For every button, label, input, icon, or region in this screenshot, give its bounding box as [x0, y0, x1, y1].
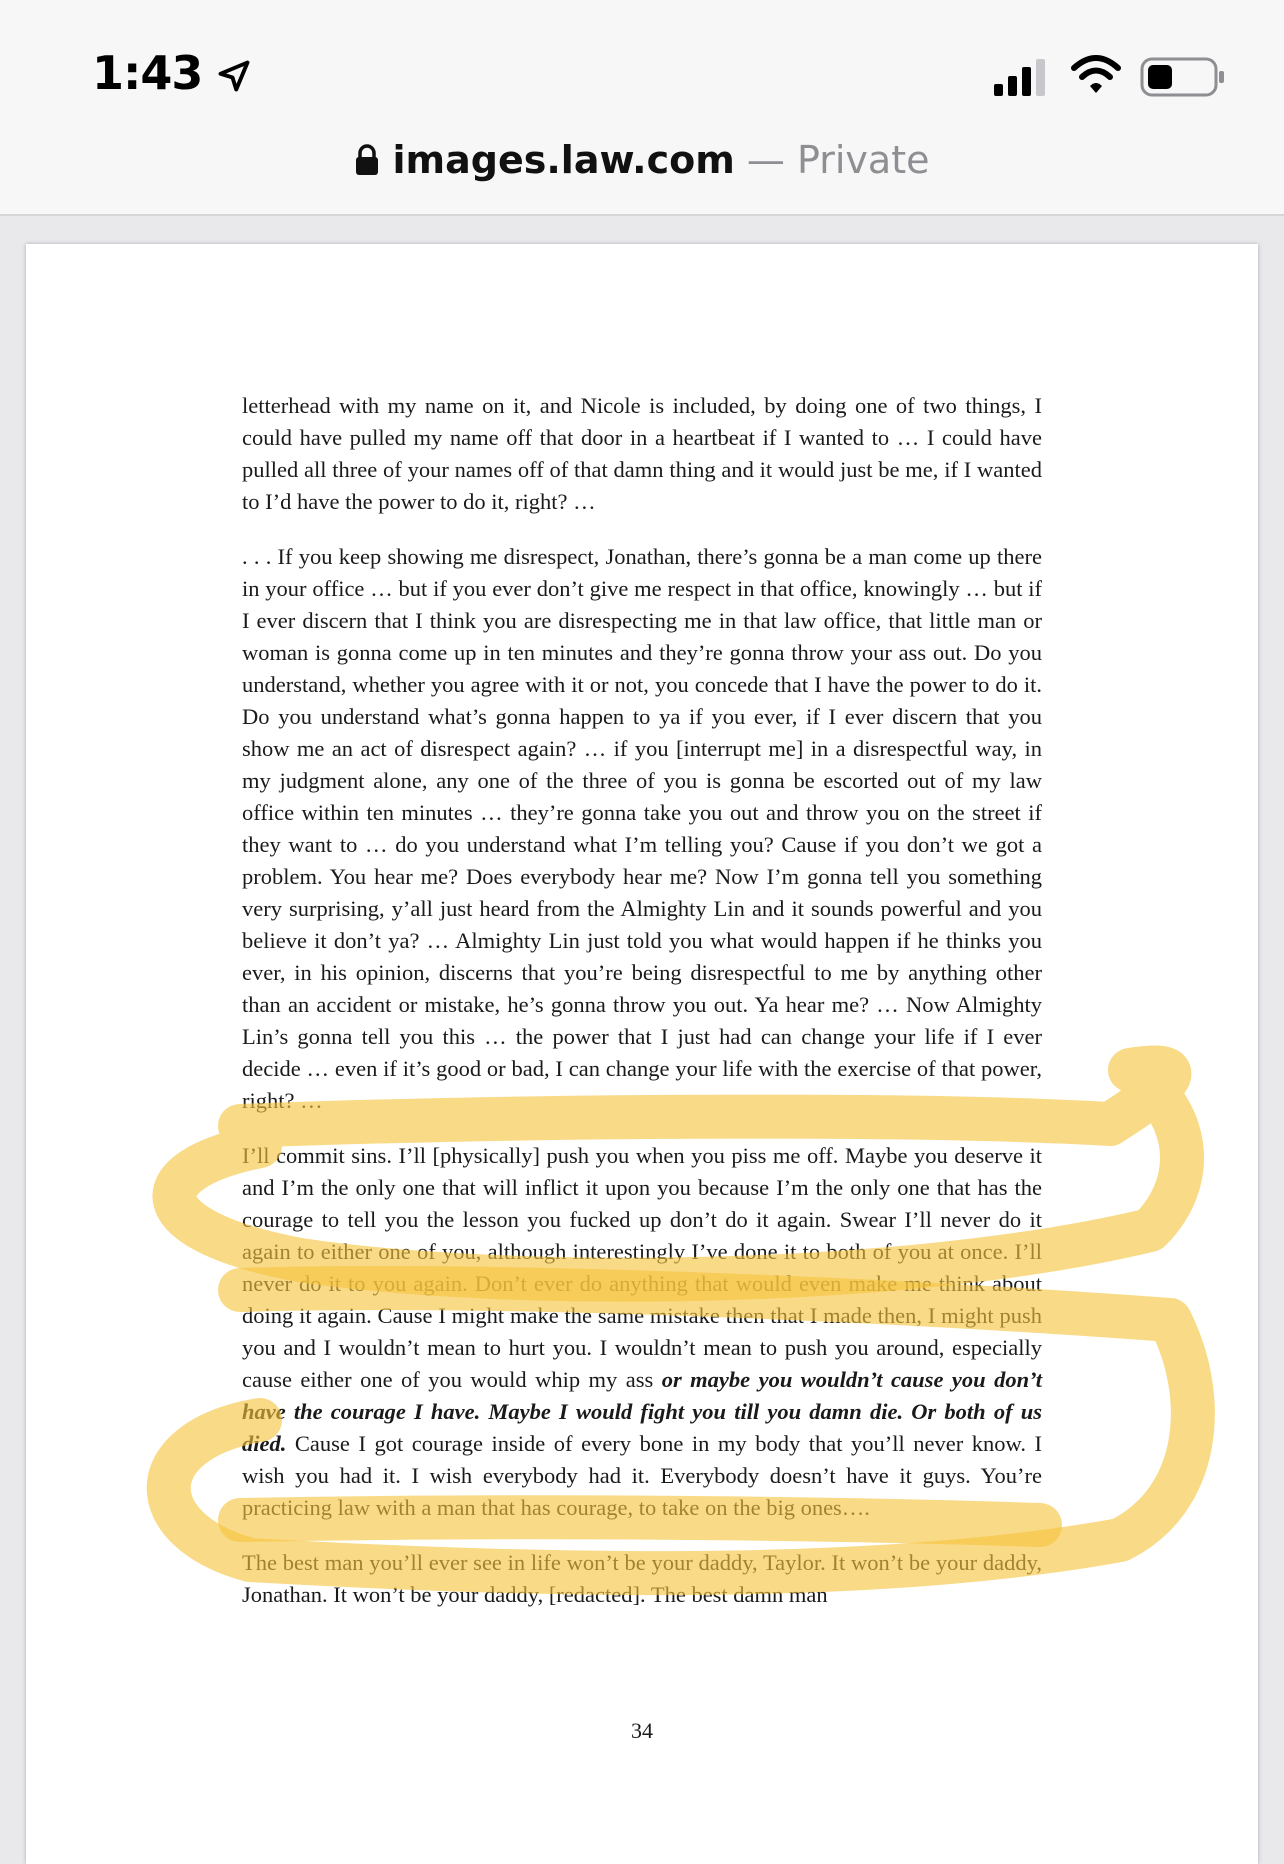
status-bar — [0, 0, 1284, 130]
url-separator: — — [746, 138, 785, 182]
document-page — [26, 244, 1258, 1864]
paragraph-1: letterhead with my name on it, and Nicole is included, by doing one of two things, I could have pulled my name off that door in a heartbeat if I wanted to … I could have pulled all three of your names off of that damn thing and it would just be me, if I wanted to I’d have the power to do it, right? … — [242, 393, 1042, 514]
page-number: 34 — [631, 1718, 653, 1743]
paragraph-3-text: I’ll commit sins. I’ll [physically] push you when you piss me off. Maybe you deserve it and I’m the only one that will inflict it upon you because I’m the only one that has the courage to tell you the lesson you fucked up don’t do it again. Swear I’ll never do it again to either one of you, although interestingly I’ve done it to both of you at once. I’ll never do it to you again. Don’t ever do anything that would even make me think about doing it again. Cause I might make the same mistake then that I made then, I might push you and I wouldn’t mean to hurt you. I wouldn’t mean to push you around, especially cause either one of you would whip my ass — [242, 1143, 1042, 1392]
paragraph-3 — [242, 1140, 1042, 1524]
status-time: 1:43 — [92, 46, 203, 100]
paragraph-3-tail: Cause I got courage inside of every bone in my body that you’ll never know. I wish you had it. I wish everybody had it. Everybody doesn’t have it guys. You’re practicing law with a man that has courage, to take on the big ones…. — [242, 1431, 1043, 1520]
location-arrow-icon — [216, 58, 252, 94]
cellular-signal-icon — [992, 58, 1052, 98]
wifi-icon — [1070, 52, 1122, 98]
url-host: images.law.com — [392, 138, 735, 182]
url-display[interactable] — [0, 138, 1284, 182]
paragraph-3-emphasis: or maybe you wouldn’t cause you don’t have the courage I have. Maybe I would fight you till you damn die. Or both of us died. — [242, 1367, 1043, 1456]
private-mode-label: Private — [797, 138, 930, 182]
address-bar[interactable] — [0, 130, 1284, 216]
document-text — [242, 390, 1042, 1634]
paragraph-4: The best man you’ll ever see in life won’t be your daddy, Taylor. It won’t be your daddy, Jonathan. It won’t be your daddy, [redacted]. The best damn man — [242, 1550, 1042, 1607]
battery-icon — [1140, 56, 1226, 98]
lock-icon — [355, 144, 379, 176]
paragraph-2: . . . If you keep showing me disrespect, Jonathan, there’s gonna be a man come up there in your office … but if you ever don’t give me respect in that office, knowingly … but if I ever discern that I think you are disrespecting me in that law office, that little man or woman is gonna come up in ten minutes and they’re gonna throw your ass out. Do you understand, whether you agree with it or not, you concede that I have the power to do it. Do you understand what’s gonna happen to ya if you ever, if I ever discern that you show me an act of disrespect again? … if you [interrupt me] in a disrespectful way, in my judgment alone, any one of the three of you is gonna be escorted out of my law office within ten minutes … they’re gonna take you out and throw you on the street if they want to … do you understand what I’m telling you? Cause if you don’t we got a problem. You hear me? Does everybody hear me? Now I’m gonna tell you something very surprising, y’all just heard from the Almighty Lin and it sounds powerful and you believe it don’t ya? … Almighty Lin just told you what would happen if he thinks you ever, in his opinion, discerns that you’re being disrespectful to me by anything other than an accident or mistake, he’s gonna throw you out. Ya hear me? … Now Almighty Lin’s gonna tell you this … the power that I just had can change your life if I ever decide … even if it’s good or bad, I can change your life with the exercise of that power, right? … — [242, 544, 1042, 1113]
